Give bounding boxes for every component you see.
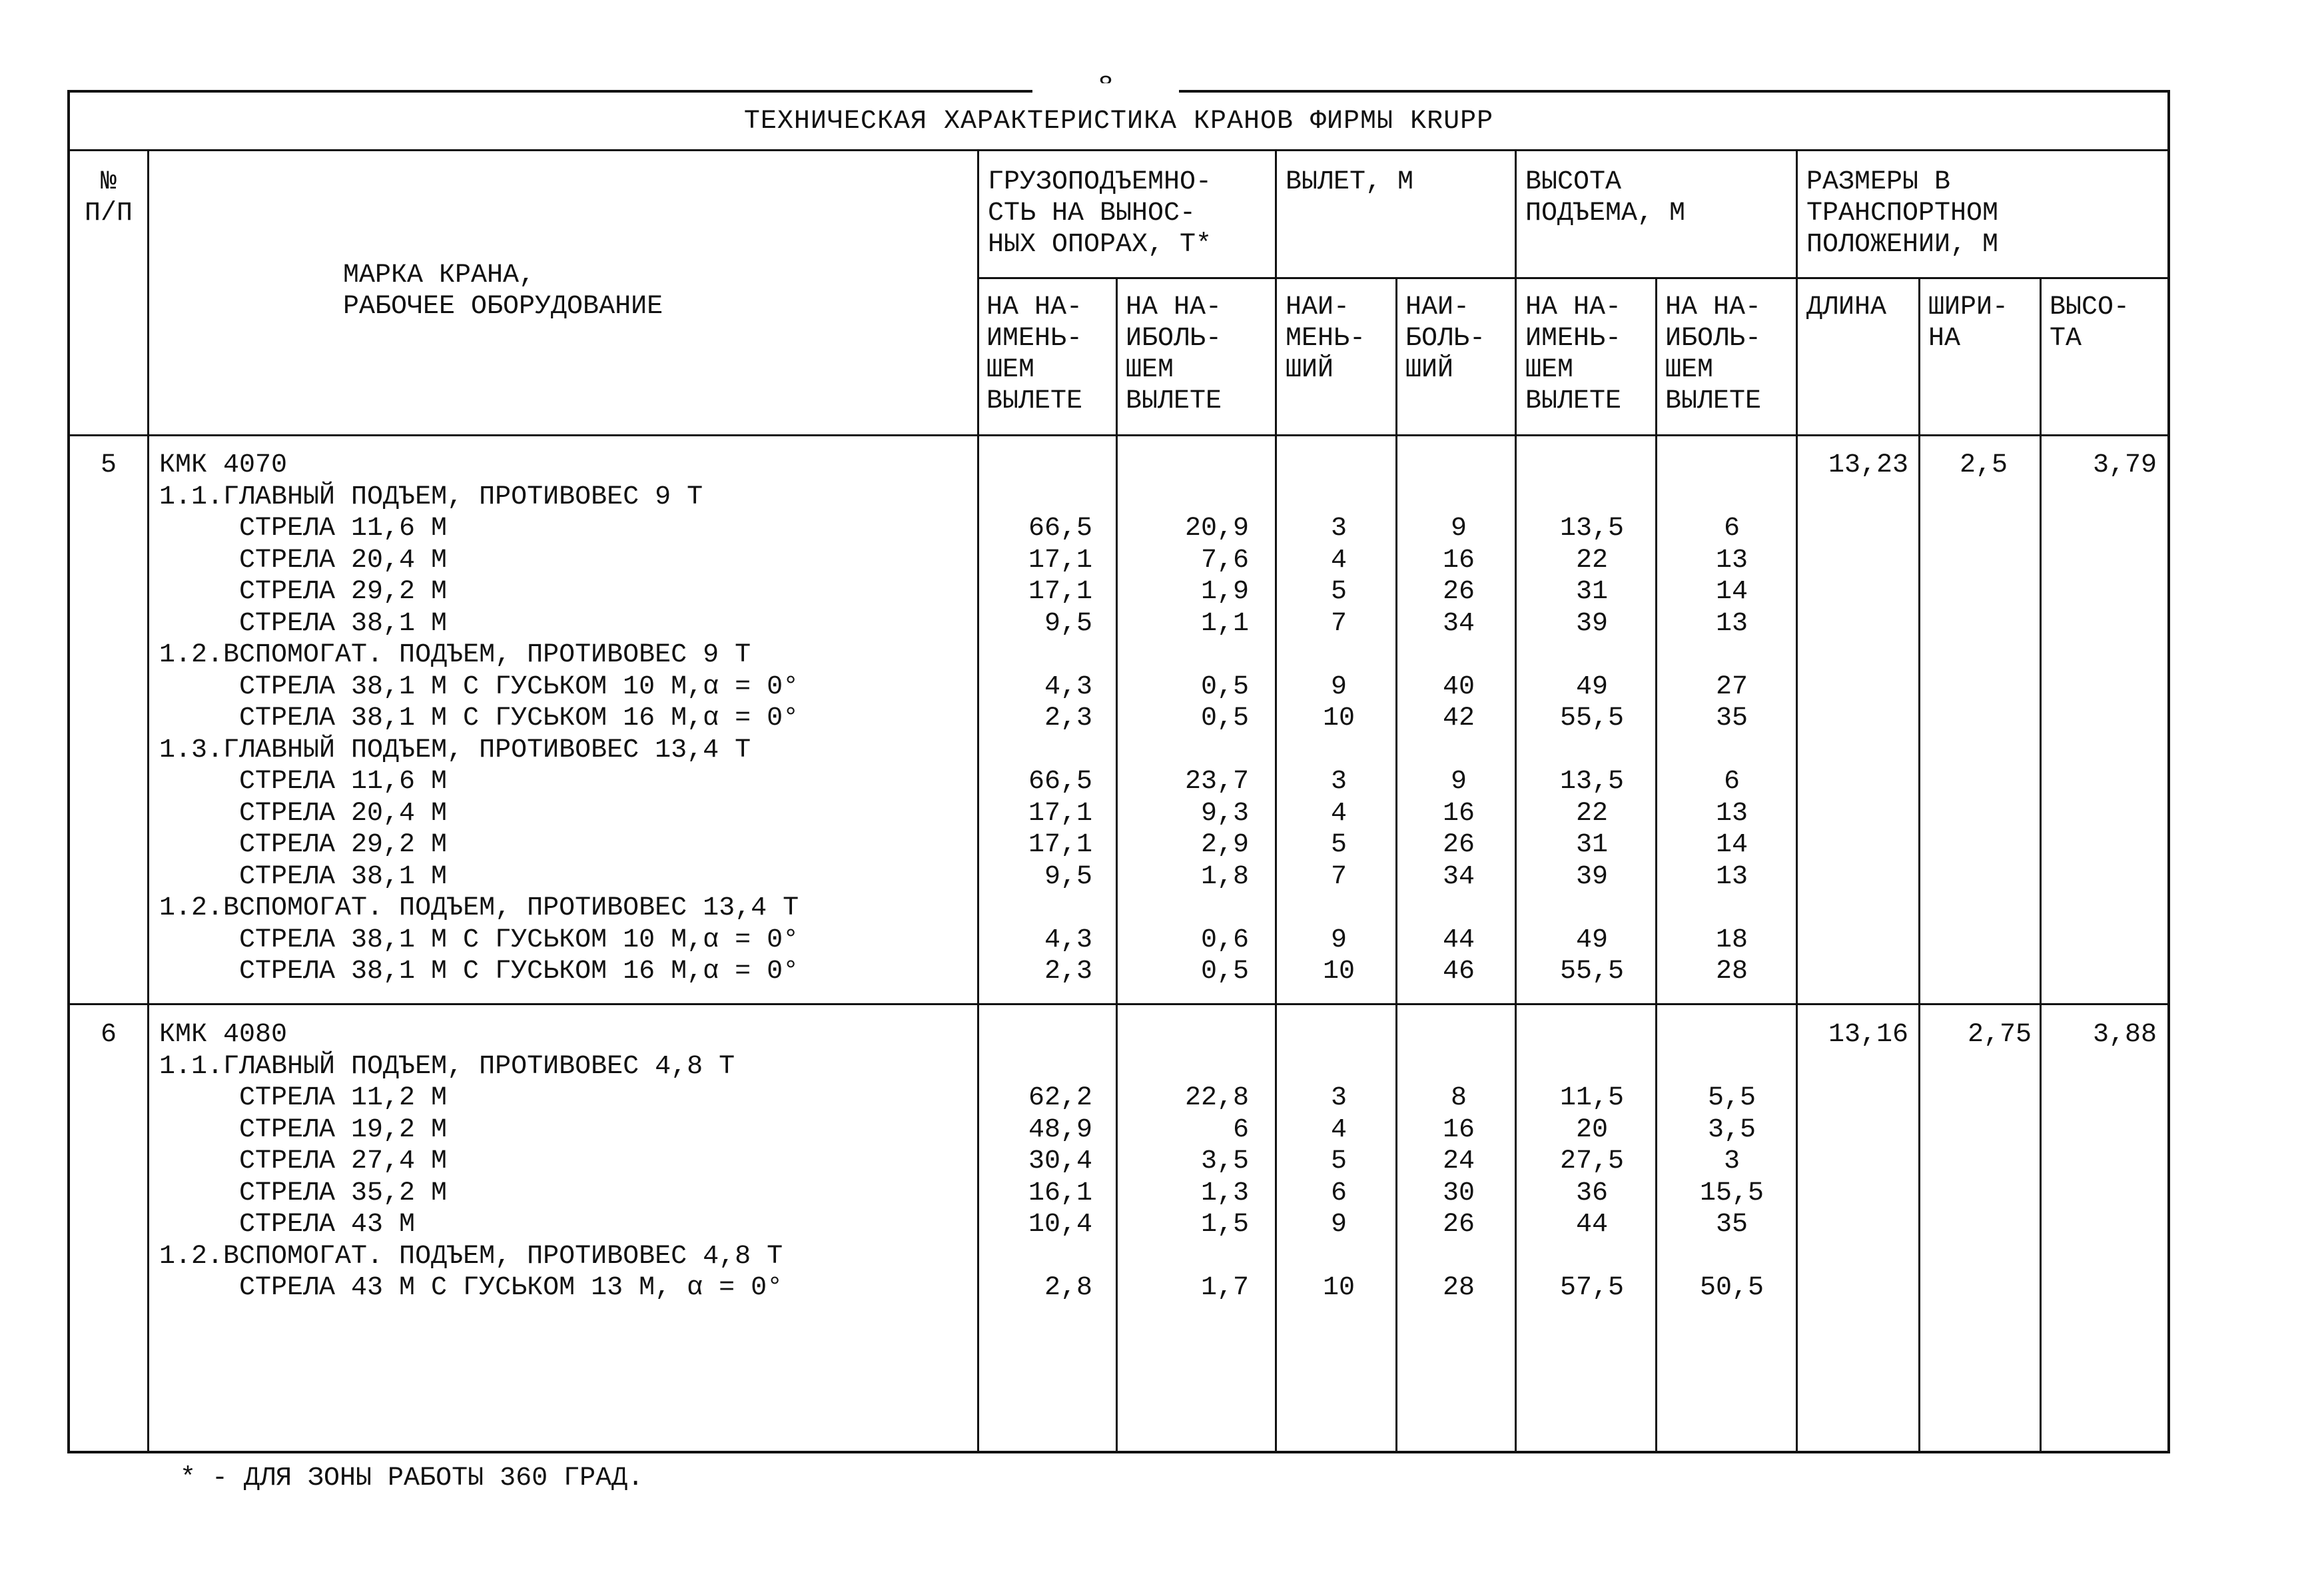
cell-reach-max: 9 [1450, 767, 1467, 797]
cell-reach-max: 46 [1442, 957, 1475, 987]
equipment-label: СТРЕЛА 38,1 М С ГУСЬКОМ 16 М,α = 0° [239, 703, 799, 733]
cell-reach-max: 40 [1442, 671, 1475, 702]
cell-reach-max: 26 [1442, 1210, 1475, 1240]
section-label: 1.2.ВСПОМОГАТ. ПОДЪЕМ, ПРОТИВОВЕС 4,8 Т [159, 1241, 783, 1272]
cell-capacity-min: 9,5 [1044, 861, 1092, 892]
equipment-label: СТРЕЛА 11,2 М [239, 1083, 448, 1113]
cell-height-max: 6 [1723, 767, 1740, 797]
cell-reach-min: 3 [1330, 514, 1347, 544]
equipment-label: СТРЕЛА 11,6 М [239, 514, 448, 544]
cell-reach-max: 26 [1442, 830, 1475, 860]
cell-reach-max: 8 [1450, 1083, 1467, 1113]
cell-reach-min: 4 [1330, 798, 1347, 829]
equipment-label: СТРЕЛА 38,1 М С ГУСЬКОМ 10 М,α = 0° [239, 671, 799, 702]
header-capacity-max: НА НА- ИБОЛЬ- ШЕМ ВЫЛЕТЕ [1126, 292, 1222, 416]
cell-reach-max: 34 [1442, 608, 1475, 639]
cell-capacity-min: 16,1 [1028, 1178, 1092, 1208]
cell-capacity-max: 6 [1232, 1114, 1249, 1145]
cell-reach-max: 42 [1442, 703, 1475, 733]
cell-capacity-max: 9,3 [1200, 798, 1249, 829]
header-model: МАРКА КРАНА, РАБОЧЕЕ ОБОРУДОВАНИЕ [343, 260, 663, 322]
transport-width: 2,75 [1967, 1020, 2032, 1050]
cell-height-min: 55,5 [1559, 957, 1624, 987]
cell-height-min: 39 [1575, 608, 1608, 639]
equipment-label: СТРЕЛА 38,1 М С ГУСЬКОМ 16 М,α = 0° [239, 957, 799, 987]
col-divider-width [2040, 278, 2042, 1453]
header-subrow-line [977, 277, 2169, 279]
cell-capacity-min: 2,3 [1044, 957, 1092, 987]
transport-height: 3,88 [2092, 1020, 2157, 1050]
cell-height-min: 27,5 [1559, 1146, 1624, 1176]
cell-height-min: 22 [1575, 798, 1608, 829]
cell-reach-min: 5 [1330, 1146, 1347, 1176]
header-num: № П/П [84, 167, 133, 228]
col-divider-length [1918, 278, 1920, 1453]
header-height-min: НА НА- ИМЕНЬ- ШЕМ ВЫЛЕТЕ [1525, 292, 1622, 416]
cell-height-min: 20 [1575, 1114, 1608, 1145]
transport-length: 13,23 [1828, 450, 1908, 480]
equipment-label: СТРЕЛА 35,2 М [239, 1178, 448, 1208]
cell-capacity-min: 4,3 [1044, 671, 1092, 702]
equipment-label: СТРЕЛА 29,2 М [239, 577, 448, 607]
header-height-max: НА НА- ИБОЛЬ- ШЕМ ВЫЛЕТЕ [1665, 292, 1762, 416]
cell-capacity-max: 3,5 [1200, 1146, 1249, 1176]
col-divider-num [147, 151, 149, 1453]
section-label: 1.2.ВСПОМОГАТ. ПОДЪЕМ, ПРОТИВОВЕС 13,4 Т [159, 893, 799, 923]
cell-height-min: 13,5 [1559, 514, 1624, 544]
cell-capacity-min: 17,1 [1028, 830, 1092, 860]
cell-height-max: 50,5 [1699, 1273, 1764, 1303]
cell-capacity-max: 1,1 [1200, 608, 1249, 639]
cell-height-max: 3 [1723, 1146, 1740, 1176]
transport-height: 3,79 [2092, 450, 2157, 480]
cell-capacity-min: 62,2 [1028, 1083, 1092, 1113]
cell-reach-max: 44 [1442, 925, 1475, 955]
footnote: * - ДЛЯ ЗОНЫ РАБОТЫ 360 ГРАД. [180, 1463, 644, 1493]
cell-reach-max: 16 [1442, 1114, 1475, 1145]
cell-reach-min: 3 [1330, 1083, 1347, 1113]
cell-reach-min: 6 [1330, 1178, 1347, 1208]
cell-capacity-min: 48,9 [1028, 1114, 1092, 1145]
cell-reach-min: 10 [1322, 1273, 1355, 1303]
cell-capacity-max: 0,5 [1200, 703, 1249, 733]
cell-capacity-min: 2,3 [1044, 703, 1092, 733]
row-num: 6 [100, 1020, 117, 1050]
header-length: ДЛИНА [1806, 292, 1887, 322]
cell-height-max: 13 [1715, 608, 1748, 639]
equipment-label: СТРЕЛА 20,4 М [239, 798, 448, 829]
equipment-label: СТРЕЛА 38,1 М [239, 608, 448, 639]
cell-reach-min: 9 [1330, 1210, 1347, 1240]
cell-height-max: 15,5 [1699, 1178, 1764, 1208]
cell-height-min: 49 [1575, 671, 1608, 702]
cell-capacity-max: 1,9 [1200, 577, 1249, 607]
cell-height-max: 5,5 [1707, 1083, 1756, 1113]
cell-reach-max: 28 [1442, 1273, 1475, 1303]
cell-reach-min: 9 [1330, 671, 1347, 702]
cell-capacity-max: 1,3 [1200, 1178, 1249, 1208]
cell-reach-max: 30 [1442, 1178, 1475, 1208]
section-label: 1.2.ВСПОМОГАТ. ПОДЪЕМ, ПРОТИВОВЕС 9 Т [159, 640, 751, 670]
header-bottom-line [70, 434, 2169, 436]
equipment-label: СТРЕЛА 27,4 М [239, 1146, 448, 1176]
header-reach-min: НАИ- МЕНЬ- ШИЙ [1286, 292, 1366, 385]
cell-capacity-max: 7,6 [1200, 545, 1249, 576]
equipment-label: СТРЕЛА 38,1 М [239, 861, 448, 892]
cell-height-max: 14 [1715, 577, 1748, 607]
cell-height-min: 11,5 [1559, 1083, 1624, 1113]
cell-capacity-max: 1,7 [1200, 1273, 1249, 1303]
cell-height-max: 13 [1715, 798, 1748, 829]
header-reach-max: НАИ- БОЛЬ- ШИЙ [1405, 292, 1486, 385]
cell-height-min: 22 [1575, 545, 1608, 576]
cell-height-min: 49 [1575, 925, 1608, 955]
cell-reach-min: 4 [1330, 545, 1347, 576]
cell-capacity-min: 10,4 [1028, 1210, 1092, 1240]
cell-capacity-min: 17,1 [1028, 577, 1092, 607]
cell-height-max: 6 [1723, 514, 1740, 544]
equipment-label: СТРЕЛА 43 М С ГУСЬКОМ 13 М, α = 0° [239, 1273, 783, 1303]
cell-capacity-min: 17,1 [1028, 545, 1092, 576]
cell-capacity-max: 23,7 [1184, 767, 1249, 797]
cell-reach-min: 10 [1322, 957, 1355, 987]
equipment-label: СТРЕЛА 11,6 М [239, 767, 448, 797]
equipment-label: СТРЕЛА 29,2 М [239, 830, 448, 860]
equipment-label: СТРЕЛА 19,2 М [239, 1114, 448, 1145]
section-label: КМК 4080 [159, 1020, 288, 1050]
header-width: ШИРИ- НА [1928, 292, 2009, 354]
cell-reach-min: 3 [1330, 767, 1347, 797]
section-label: 1.3.ГЛАВНЫЙ ПОДЪЕМ, ПРОТИВОВЕС 13,4 Т [159, 735, 751, 765]
cell-height-min: 36 [1575, 1178, 1608, 1208]
section-label: 1.1.ГЛАВНЫЙ ПОДЪЕМ, ПРОТИВОВЕС 4,8 Т [159, 1051, 735, 1082]
header-capacity: ГРУЗОПОДЪЕМНО- СТЬ НА ВЫНОС- НЫХ ОПОРАХ, Т* [988, 167, 1212, 260]
cell-capacity-min: 17,1 [1028, 798, 1092, 829]
cell-reach-min: 7 [1330, 608, 1347, 639]
equipment-label: СТРЕЛА 38,1 М С ГУСЬКОМ 10 М,α = 0° [239, 925, 799, 955]
cell-height-max: 13 [1715, 545, 1748, 576]
cell-reach-max: 16 [1442, 798, 1475, 829]
cell-capacity-max: 1,5 [1200, 1210, 1249, 1240]
cell-height-min: 31 [1575, 830, 1608, 860]
cell-capacity-max: 0,5 [1200, 957, 1249, 987]
cell-reach-max: 34 [1442, 861, 1475, 892]
transport-length: 13,16 [1828, 1020, 1908, 1050]
cell-height-min: 55,5 [1559, 703, 1624, 733]
transport-width: 2,5 [1959, 450, 2008, 480]
cell-capacity-max: 0,5 [1200, 671, 1249, 702]
cell-height-max: 27 [1715, 671, 1748, 702]
header-capacity-min: НА НА- ИМЕНЬ- ШЕМ ВЫЛЕТЕ [986, 292, 1083, 416]
cell-reach-min: 4 [1330, 1114, 1347, 1145]
cell-capacity-min: 9,5 [1044, 608, 1092, 639]
group-divider-line [70, 1003, 2169, 1005]
section-label: КМК 4070 [159, 450, 288, 480]
cell-height-min: 13,5 [1559, 767, 1624, 797]
cell-capacity-min: 4,3 [1044, 925, 1092, 955]
cell-capacity-max: 2,9 [1200, 830, 1249, 860]
cell-height-max: 18 [1715, 925, 1748, 955]
cell-reach-max: 24 [1442, 1146, 1475, 1176]
cell-height-max: 14 [1715, 830, 1748, 860]
cell-reach-min: 5 [1330, 830, 1347, 860]
table-title: ТЕХНИЧЕСКАЯ ХАРАКТЕРИСТИКА КРАНОВ ФИРМЫ KRUPP [70, 93, 2167, 151]
cell-reach-min: 10 [1322, 703, 1355, 733]
cell-capacity-max: 1,8 [1200, 861, 1249, 892]
cell-height-min: 57,5 [1559, 1273, 1624, 1303]
header-transport: РАЗМЕРЫ В ТРАНСПОРТНОМ ПОЛОЖЕНИИ, М [1806, 167, 1999, 260]
equipment-label: СТРЕЛА 43 М [239, 1210, 416, 1240]
header-reach: ВЫЛЕТ, М [1286, 167, 1414, 197]
cell-reach-max: 16 [1442, 545, 1475, 576]
cell-reach-max: 9 [1450, 514, 1467, 544]
cell-reach-min: 5 [1330, 577, 1347, 607]
cell-height-max: 13 [1715, 861, 1748, 892]
cell-capacity-max: 0,6 [1200, 925, 1249, 955]
cell-height-min: 44 [1575, 1210, 1608, 1240]
cell-capacity-min: 30,4 [1028, 1146, 1092, 1176]
cell-height-max: 28 [1715, 957, 1748, 987]
header-height: ВЫСОТА ПОДЪЕМА, М [1525, 167, 1686, 228]
cell-reach-min: 7 [1330, 861, 1347, 892]
row-num: 5 [100, 450, 117, 480]
cell-capacity-max: 20,9 [1184, 514, 1249, 544]
cell-capacity-min: 66,5 [1028, 514, 1092, 544]
cell-reach-max: 26 [1442, 577, 1475, 607]
section-label: 1.1.ГЛАВНЫЙ ПОДЪЕМ, ПРОТИВОВЕС 9 Т [159, 482, 703, 512]
cell-capacity-max: 22,8 [1184, 1083, 1249, 1113]
cell-height-max: 35 [1715, 703, 1748, 733]
cell-capacity-min: 2,8 [1044, 1273, 1092, 1303]
cell-height-max: 35 [1715, 1210, 1748, 1240]
cell-height-min: 39 [1575, 861, 1608, 892]
cell-capacity-min: 66,5 [1028, 767, 1092, 797]
equipment-label: СТРЕЛА 20,4 М [239, 545, 448, 576]
cell-height-min: 31 [1575, 577, 1608, 607]
cell-reach-min: 9 [1330, 925, 1347, 955]
header-tr-height: ВЫСО- ТА [2050, 292, 2130, 354]
cell-height-max: 3,5 [1707, 1114, 1756, 1145]
